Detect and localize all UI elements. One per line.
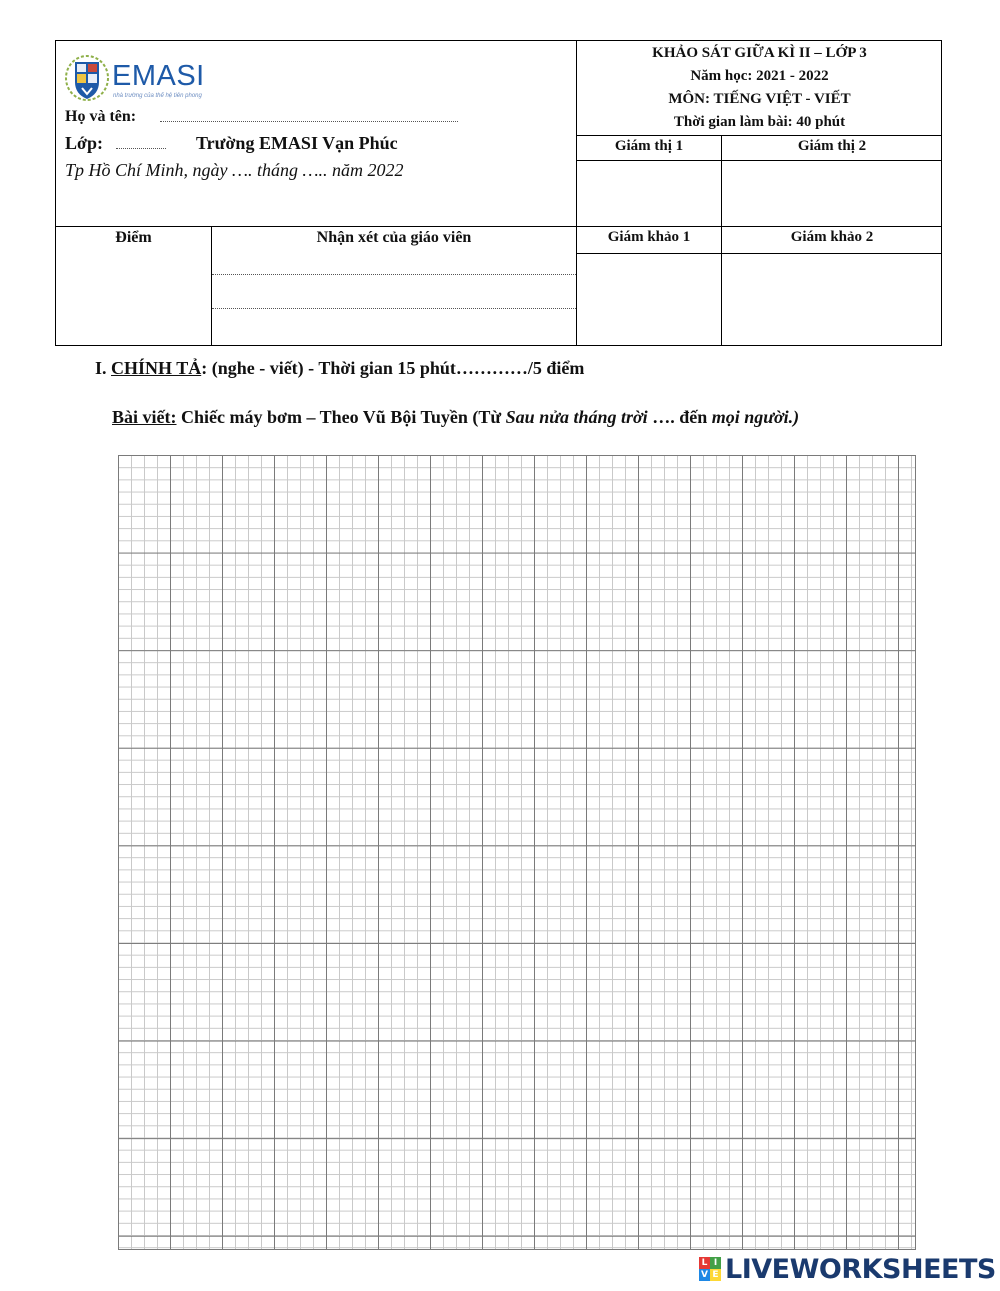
badge-letter-l: L — [699, 1257, 710, 1269]
teacher-comment-label: Nhận xét của giáo viên — [316, 229, 472, 246]
section-number: I. — [95, 358, 107, 378]
section-heading — [95, 358, 584, 379]
liveworksheets-badge-icon — [699, 1257, 721, 1281]
header-hline — [55, 226, 942, 227]
name-label: Họ và tên: — [65, 108, 137, 125]
article-mid: …. đến — [647, 407, 712, 427]
liveworksheets-watermark: LIVEWORKSHEETS — [725, 1254, 996, 1285]
score-label: Điểm — [115, 229, 152, 246]
exam-info-bottom-line — [576, 135, 942, 136]
badge-letter-v: V — [699, 1269, 710, 1281]
article-line — [112, 407, 799, 428]
class-label: Lớp: — [65, 133, 103, 153]
examiner-1-label: Giám khảo 1 — [607, 229, 691, 245]
logo-wordmark: EMASI — [112, 60, 205, 92]
comment-line-2[interactable] — [212, 296, 576, 309]
badge-letter-e: E — [710, 1269, 721, 1281]
article-to: mọi người.) — [711, 407, 800, 427]
proctor-2-label: Giám thị 2 — [797, 138, 867, 154]
proctor-label-line — [576, 160, 942, 161]
school-crest-icon — [64, 52, 110, 102]
examiner-2-label: Giám khảo 2 — [790, 229, 874, 245]
proctor-1-label: Giám thị 1 — [614, 138, 684, 154]
exam-title: KHẢO SÁT GIỮA KÌ II – LỚP 3 — [652, 45, 867, 61]
writing-grid[interactable] — [118, 455, 916, 1250]
article-label: Bài viết: — [112, 407, 177, 427]
comment-line-1[interactable] — [212, 262, 576, 275]
logo-tagline: nhà trường của thế hệ tiên phong — [113, 93, 202, 99]
article-from: Sau nửa tháng trời — [505, 407, 648, 427]
subject-line: MÔN: TIẾNG VIỆT - VIẾT — [668, 91, 851, 107]
examiner-label-line — [576, 253, 942, 254]
date-line: Tp Hồ Chí Minh, ngày …. tháng ….. năm 2022 — [65, 160, 404, 180]
article-text: Chiếc máy bơm – Theo Vũ Bội Tuyền (Từ — [176, 407, 506, 427]
duration-line: Thời gian làm bài: 40 phút — [673, 114, 846, 130]
section-title: CHÍNH TẢ — [111, 358, 202, 378]
badge-letter-i: I — [710, 1257, 721, 1269]
school-name: Trường EMASI Vạn Phúc — [196, 133, 398, 153]
class-field[interactable] — [116, 135, 166, 149]
name-field[interactable] — [160, 108, 458, 122]
school-year: Năm học: 2021 - 2022 — [690, 68, 829, 84]
section-rest: : (nghe - viết) - Thời gian 15 phút…………/5 điểm — [201, 358, 585, 378]
